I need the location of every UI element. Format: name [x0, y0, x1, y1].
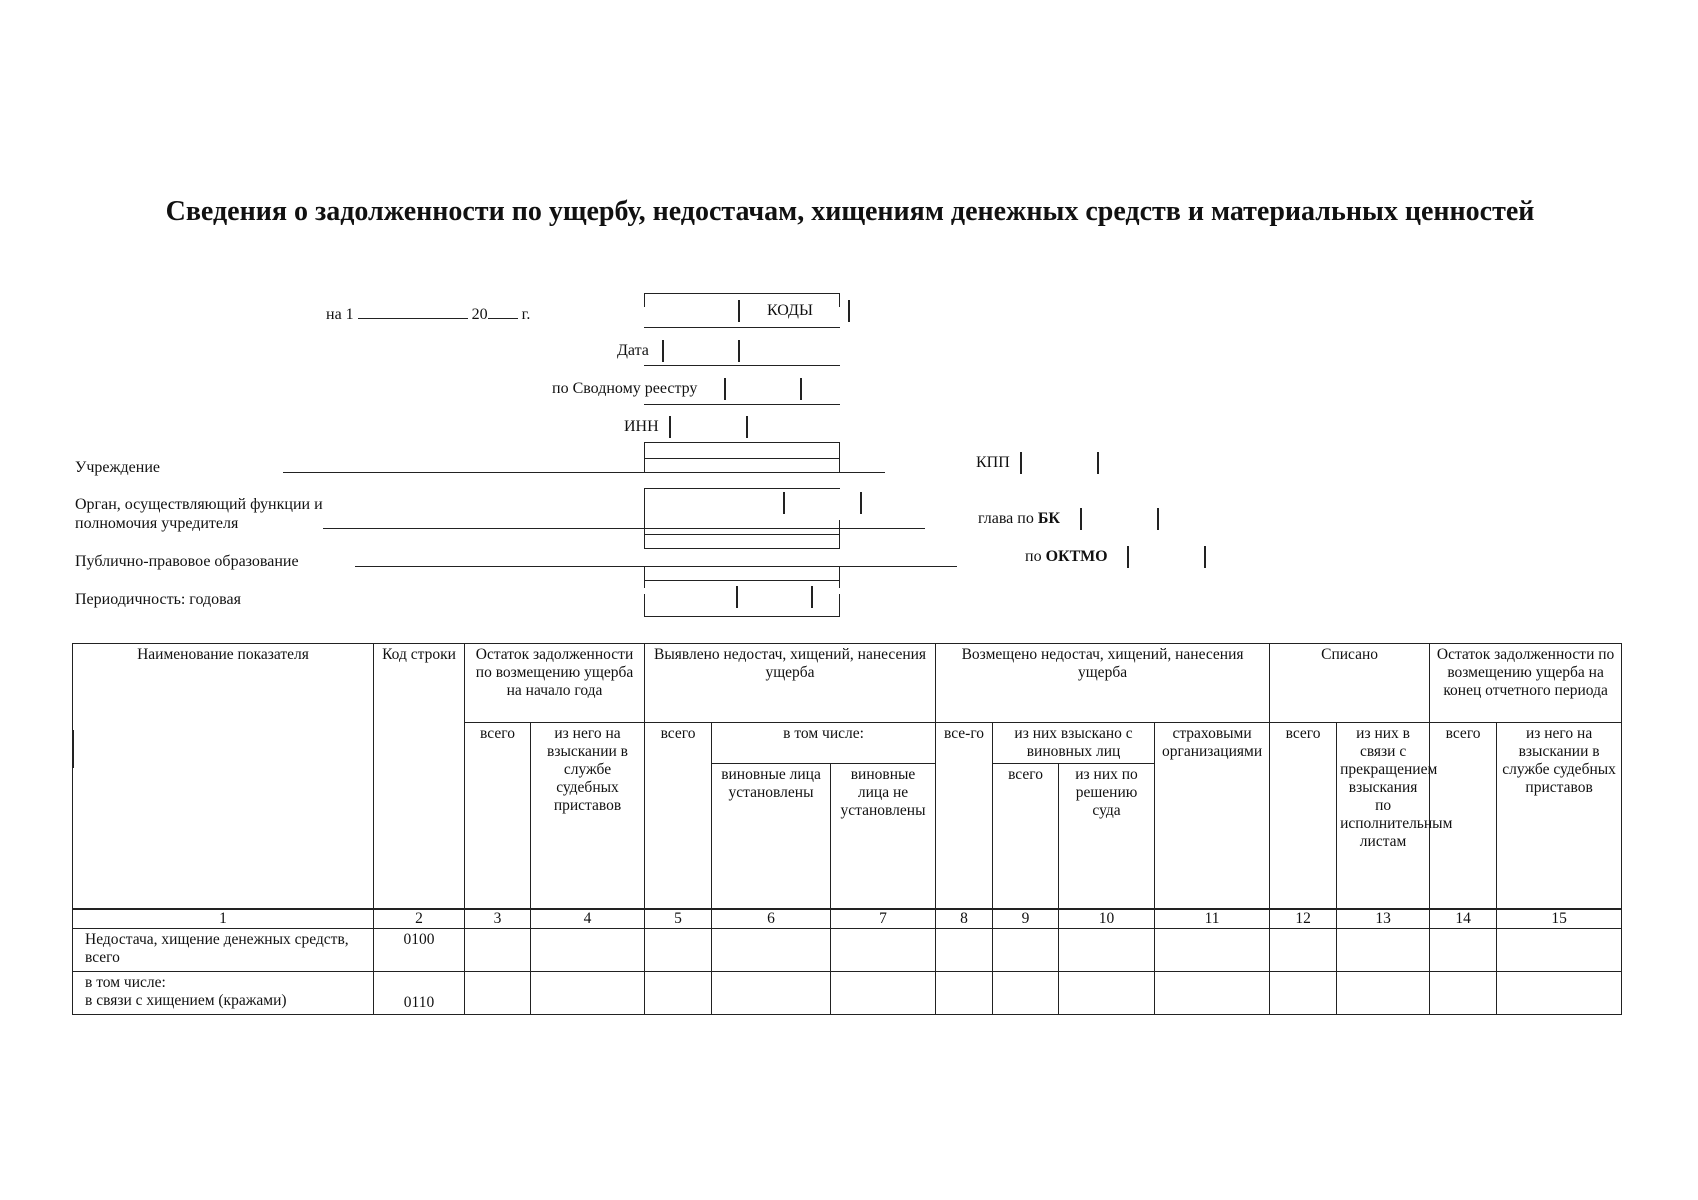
header-name: Наименование показателя	[73, 644, 374, 910]
date-day-blank[interactable]	[358, 318, 468, 319]
header-found: Выявлено недостач, хищений, нанесения ущерба	[645, 644, 936, 723]
codes-box-left	[644, 566, 645, 588]
codes-box-left	[644, 442, 645, 472]
codes-row-line	[644, 442, 840, 443]
codes-row-line	[644, 534, 840, 535]
date-line	[326, 306, 530, 324]
data-cell[interactable]	[712, 929, 831, 972]
header-from-guilty: из них взыскано с виновных лиц	[993, 723, 1155, 764]
code-label-inn: ИНН	[624, 418, 659, 435]
code-label-registry: по Сводному реестру	[552, 380, 698, 397]
founder-code-cell[interactable]	[783, 492, 785, 514]
data-cell[interactable]	[1497, 972, 1622, 1015]
code-label-date: Дата	[617, 342, 649, 359]
row-name-line2: в связи с хищением (кражами)	[85, 992, 287, 1009]
column-number: 5	[645, 909, 712, 929]
header-code: Код строки	[374, 644, 465, 910]
header-reimbursed: Возмещено недостач, хищений, нанесения ущерба	[936, 644, 1270, 723]
glava-label	[978, 510, 1060, 528]
glava-cell-end	[1157, 508, 1159, 530]
data-cell[interactable]	[645, 929, 712, 972]
header-guilty-found: виновные лица установлены	[712, 764, 831, 910]
column-number: 1	[73, 909, 374, 929]
codes-box-right	[839, 594, 840, 616]
codes-row-line	[644, 548, 840, 549]
codes-divider	[738, 300, 740, 322]
header-total-short: все-го	[936, 723, 993, 910]
periodicity-label: Периодичность: годовая	[75, 591, 241, 608]
institution-field[interactable]	[283, 472, 885, 473]
municipality-label: Публично-правовое образование	[75, 553, 299, 570]
founder-label-line1: Орган, осуществляющий функции и	[75, 496, 323, 513]
founder-code-cell-end	[860, 492, 862, 514]
date-year-blank[interactable]	[488, 318, 518, 319]
date-suffix: г.	[521, 306, 531, 323]
data-cell[interactable]	[531, 972, 645, 1015]
header-row-1	[73, 644, 1622, 723]
codes-box-bottom	[644, 616, 840, 617]
row-code: 0110	[374, 972, 465, 1015]
table-row	[73, 929, 1622, 972]
header-written-off: Списано	[1270, 644, 1430, 723]
header-end-balance: Остаток задолженности по возмещению ущерба на конец отчетного периода	[1430, 644, 1622, 723]
codes-box-top	[644, 293, 840, 294]
column-number: 10	[1059, 909, 1155, 929]
header-total: всего	[465, 723, 531, 910]
debt-table	[72, 643, 1622, 1015]
code-cell-inn-end	[746, 416, 748, 438]
codes-box-left	[644, 488, 645, 548]
date-year-prefix: 20	[471, 306, 488, 323]
oktmo-label	[1025, 548, 1108, 566]
kpp-cell-end	[1097, 452, 1099, 474]
codes-header: КОДЫ	[767, 302, 813, 319]
column-number: 7	[831, 909, 936, 929]
data-cell[interactable]	[712, 972, 831, 1015]
codes-row-line	[644, 365, 840, 366]
oktmo-cell-end	[1204, 546, 1206, 568]
row-code: 0100	[374, 929, 465, 972]
column-number: 14	[1430, 909, 1497, 929]
column-number: 3	[465, 909, 531, 929]
column-number: 2	[374, 909, 465, 929]
data-cell[interactable]	[1059, 929, 1155, 972]
header-guilty-not-found: виновные лица не установлены	[831, 764, 936, 910]
data-cell[interactable]	[1155, 972, 1270, 1015]
codes-row-line	[644, 580, 840, 581]
codes-row-line	[644, 488, 840, 489]
data-cell[interactable]	[936, 929, 993, 972]
codes-divider	[848, 300, 850, 322]
column-number: 8	[936, 909, 993, 929]
header-total: всего	[993, 764, 1059, 910]
glava-bold: БК	[1037, 510, 1061, 527]
codes-box-left-tick	[644, 293, 645, 307]
column-number: 6	[712, 909, 831, 929]
header-terminated: из них в связи с прекращением взыскания по исполнительным листам	[1337, 723, 1430, 910]
column-number: 15	[1497, 909, 1622, 929]
row-name: Недостача, хищение денежных средств, всего	[73, 929, 374, 972]
periodicity-code-cell-end	[811, 586, 813, 608]
founder-label-line2: полномочия учредителя	[75, 515, 239, 532]
institution-label: Учреждение	[75, 459, 160, 476]
data-cell[interactable]	[831, 929, 936, 972]
data-cell[interactable]	[993, 929, 1059, 972]
data-cell[interactable]	[993, 972, 1059, 1015]
codes-row-line	[644, 327, 840, 328]
header-bailiffs: из него на взыскании в службе судебных приставов	[531, 723, 645, 910]
data-cell[interactable]	[1155, 929, 1270, 972]
founder-field[interactable]	[323, 528, 925, 529]
header-insurers: страховыми организациями	[1155, 723, 1270, 910]
data-cell[interactable]	[1270, 972, 1337, 1015]
column-number: 9	[993, 909, 1059, 929]
codes-row-line	[644, 458, 840, 459]
column-number: 13	[1337, 909, 1430, 929]
row-name-line1: в том числе:	[85, 974, 166, 991]
column-number: 4	[531, 909, 645, 929]
table-row	[73, 972, 1622, 1015]
data-cell[interactable]	[1337, 929, 1430, 972]
header-start-balance: Остаток задолженности по возмещению ущерба на начало года	[465, 644, 645, 723]
column-number: 12	[1270, 909, 1337, 929]
periodicity-code-cell[interactable]	[736, 586, 738, 608]
codes-box-right-tick	[839, 293, 840, 307]
header-by-court: из них по решению суда	[1059, 764, 1155, 910]
data-cell[interactable]	[936, 972, 993, 1015]
data-cell[interactable]	[1430, 929, 1497, 972]
data-cell[interactable]	[645, 972, 712, 1015]
data-cell[interactable]	[1497, 929, 1622, 972]
codes-row-line	[644, 566, 840, 567]
code-cell-registry-end	[800, 378, 802, 400]
codes-box-left	[644, 594, 645, 616]
glava-prefix: глава по	[978, 510, 1034, 527]
header-total: всего	[1270, 723, 1337, 910]
data-cell[interactable]	[465, 929, 531, 972]
code-cell-date-end	[738, 340, 740, 362]
data-cell[interactable]	[1270, 929, 1337, 972]
data-cell[interactable]	[831, 972, 936, 1015]
page-title: Сведения о задолженности по ущербу, недостачам, хищениям денежных средств и материальных ценностей	[165, 196, 1535, 227]
column-numbers-row	[73, 909, 1622, 929]
header-bailiffs: из него на взыскании в службе судебных приставов	[1497, 723, 1622, 910]
header-total: всего	[645, 723, 712, 910]
header-total: всего	[1430, 723, 1497, 910]
row-name	[73, 972, 374, 1015]
data-cell[interactable]	[1337, 972, 1430, 1015]
date-prefix: на 1	[326, 306, 354, 323]
kpp-cell[interactable]	[1020, 452, 1022, 474]
code-cell-inn[interactable]	[669, 416, 671, 438]
oktmo-cell[interactable]	[1127, 546, 1129, 568]
data-cell[interactable]	[531, 929, 645, 972]
header-including: в том числе:	[712, 723, 936, 764]
codes-row-line	[644, 404, 840, 405]
oktmo-bold: ОКТМО	[1045, 548, 1108, 565]
glava-cell[interactable]	[1080, 508, 1082, 530]
data-cell[interactable]	[1059, 972, 1155, 1015]
code-cell-registry[interactable]	[724, 378, 726, 400]
data-cell[interactable]	[465, 972, 531, 1015]
codes-box-right	[839, 566, 840, 588]
codes-box-right	[839, 442, 840, 472]
kpp-label: КПП	[976, 454, 1010, 471]
data-cell[interactable]	[1430, 972, 1497, 1015]
code-cell-date[interactable]	[662, 340, 664, 362]
column-number: 11	[1155, 909, 1270, 929]
oktmo-prefix: по	[1025, 548, 1042, 565]
